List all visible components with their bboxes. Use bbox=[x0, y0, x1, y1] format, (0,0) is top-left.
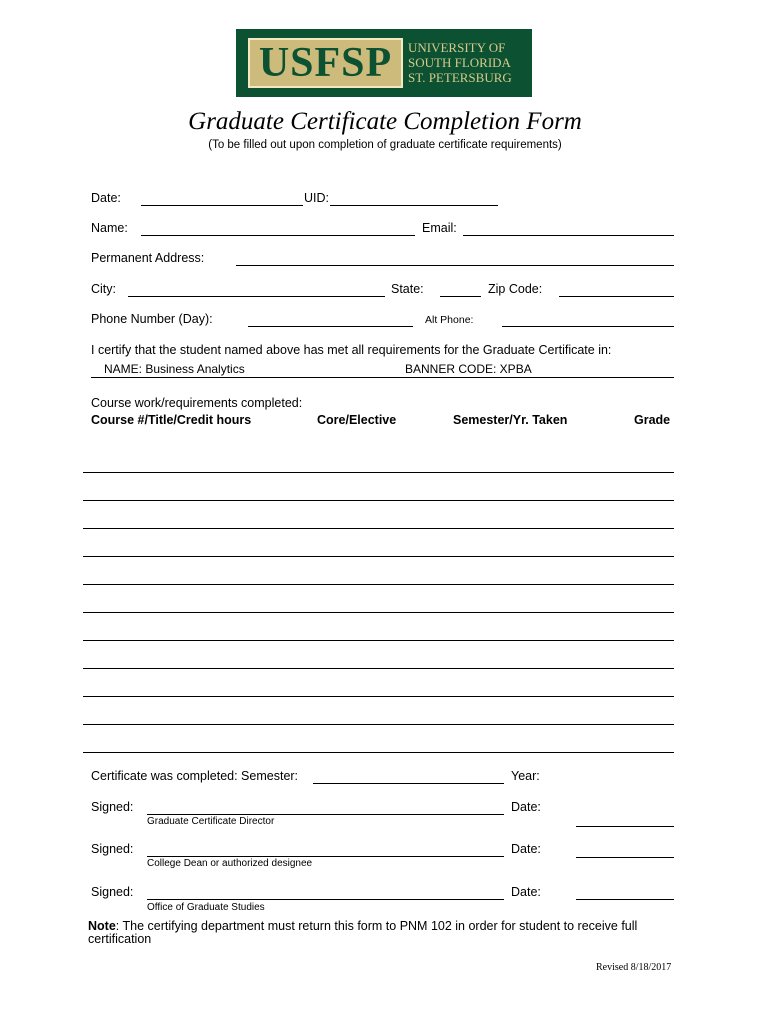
course-row-line[interactable] bbox=[83, 472, 674, 473]
logo-wordmark-box bbox=[248, 38, 403, 88]
logo-line-1: UNIVERSITY OF bbox=[408, 40, 506, 55]
signature-date-field-director[interactable] bbox=[576, 826, 674, 827]
state-label: State: bbox=[391, 282, 424, 296]
email-label: Email: bbox=[422, 221, 457, 235]
logo-line-2: SOUTH FLORIDA bbox=[408, 55, 511, 70]
signature-field-dean[interactable] bbox=[147, 856, 504, 857]
signature-date-label: Date: bbox=[511, 842, 541, 856]
form-subtitle: (To be filled out upon completion of graduate certificate requirements) bbox=[208, 139, 562, 151]
phone-day-field[interactable] bbox=[248, 326, 413, 327]
course-row-line[interactable] bbox=[83, 612, 674, 613]
logo-wordmark: USFSP bbox=[258, 40, 393, 86]
signed-label: Signed: bbox=[91, 885, 134, 899]
course-row-line[interactable] bbox=[83, 584, 674, 585]
signed-label: Signed: bbox=[91, 800, 134, 814]
date-label: Date: bbox=[91, 191, 121, 205]
zip-label: Zip Code: bbox=[488, 282, 543, 296]
course-row-line[interactable] bbox=[83, 556, 674, 557]
revised-date: Revised 8/18/2017 bbox=[596, 962, 672, 973]
name-field[interactable] bbox=[141, 235, 415, 236]
column-semester: Semester/Yr. Taken bbox=[453, 413, 568, 427]
alt-phone-label: Alt Phone: bbox=[425, 314, 474, 326]
email-field[interactable] bbox=[463, 235, 674, 236]
course-row-line[interactable] bbox=[83, 640, 674, 641]
note-label: Note bbox=[88, 919, 116, 933]
course-row-line[interactable] bbox=[83, 668, 674, 669]
certificate-line bbox=[91, 377, 674, 378]
phone-day-label: Phone Number (Day): bbox=[91, 312, 213, 326]
signature-date-field-graduate-studies[interactable] bbox=[576, 899, 674, 900]
signature-date-field-dean[interactable] bbox=[576, 857, 674, 858]
signature-date-label: Date: bbox=[511, 800, 541, 814]
coursework-label: Course work/requirements completed: bbox=[91, 396, 303, 410]
signed-label: Signed: bbox=[91, 842, 134, 856]
column-course: Course #/Title/Credit hours bbox=[91, 413, 252, 427]
signature-field-graduate-studies[interactable] bbox=[147, 899, 504, 900]
uid-field[interactable] bbox=[330, 205, 498, 206]
permanent-address-field[interactable] bbox=[236, 265, 674, 266]
certificate-name: NAME: Business Analytics bbox=[104, 362, 245, 376]
permanent-address-label: Permanent Address: bbox=[91, 251, 205, 265]
uid-label: UID: bbox=[304, 191, 329, 205]
zip-field[interactable] bbox=[559, 296, 674, 297]
certify-statement: I certify that the student named above has met all requirements for the Graduate Certificate in: bbox=[91, 343, 612, 357]
city-label: City: bbox=[91, 282, 116, 296]
date-field[interactable] bbox=[141, 205, 303, 206]
course-row-line[interactable] bbox=[83, 696, 674, 697]
signature-field-director[interactable] bbox=[147, 814, 504, 815]
signature-caption-dean: College Dean or authorized designee bbox=[147, 858, 313, 869]
state-field[interactable] bbox=[440, 296, 481, 297]
signature-caption-director: Graduate Certificate Director bbox=[147, 816, 275, 827]
usfsp-logo bbox=[236, 29, 532, 97]
column-grade: Grade bbox=[634, 413, 671, 427]
course-row-line[interactable] bbox=[83, 752, 674, 753]
alt-phone-field[interactable] bbox=[502, 326, 674, 327]
city-field[interactable] bbox=[128, 296, 385, 297]
banner-code: BANNER CODE: XPBA bbox=[405, 362, 532, 376]
logo-line-3: ST. PETERSBURG bbox=[408, 70, 512, 85]
signature-date-label: Date: bbox=[511, 885, 541, 899]
completion-year-label: Year: bbox=[511, 769, 540, 783]
course-row-line[interactable] bbox=[83, 500, 674, 501]
signature-caption-graduate-studies: Office of Graduate Studies bbox=[147, 902, 265, 913]
note bbox=[88, 920, 678, 946]
column-core-elective: Core/Elective bbox=[317, 413, 397, 427]
completion-semester-field[interactable] bbox=[313, 783, 504, 784]
course-row-line[interactable] bbox=[83, 528, 674, 529]
note-text: : The certifying department must return this form to PNM 102 in order for student to receive full certification bbox=[88, 919, 638, 946]
form-title: Graduate Certificate Completion Form bbox=[188, 108, 582, 135]
course-row-line[interactable] bbox=[83, 724, 674, 725]
completion-semester-label: Certificate was completed: Semester: bbox=[91, 769, 299, 783]
name-label: Name: bbox=[91, 221, 128, 235]
